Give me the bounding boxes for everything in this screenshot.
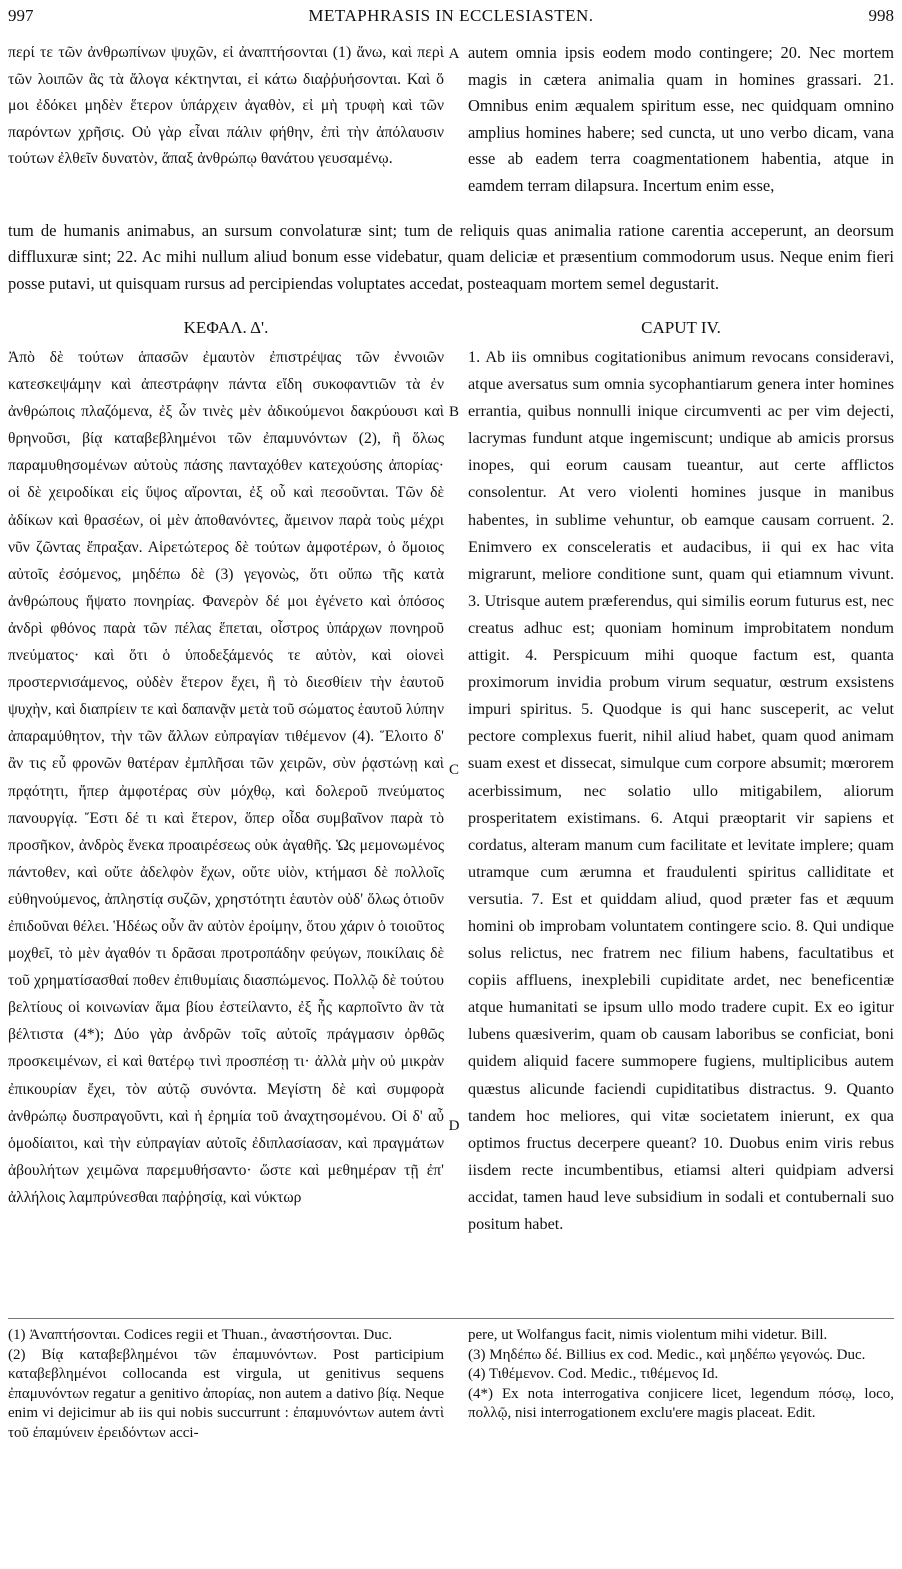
- footnote: (2) Βίᾳ καταβεβλημένοι τῶν ἐπαμυνόντων. Post participium καταβεβλημένοι collocanda est virgula, ut genitivus sequens ἐπαμυνόντων regatur a genitivo ἀπορίας, non autem a dativo βίᾳ. Neque enim vi dejicimur ab iis qui nobis succurrunt : ἐπαμυνόντων autem ἀντὶ τοῦ ἐπαμύνειν ἐρειδόντων acci-: [8, 1346, 444, 1441]
- margin-letter-c: C: [448, 762, 459, 778]
- margin-letter-b: B: [448, 404, 459, 420]
- chapter-heading-latin: CAPUT IV.: [641, 318, 721, 337]
- running-title: METAPHRASIS IN ECCLESIASTEN.: [308, 6, 594, 25]
- footnote: (3) Μηδέπω δέ. Billius ex cod. Medic., καὶ μηδέπω γεγονώς. Duc.: [468, 1346, 866, 1363]
- footnotes-right: [468, 1326, 894, 1562]
- footnote: pere, ut Wolfangus facit, nimis violentum mihi videtur. Bill.: [468, 1327, 828, 1343]
- running-header: [8, 6, 894, 32]
- footnote: (4) Τιθέμενον. Cod. Medic., τιθέμενος Id.: [468, 1366, 719, 1383]
- latin-text-top: autem omnia ipsis eodem modo contingere; 20. Nec mortem magis in cætera animalia quam in homines grassari. 21. Omnibus enim æqualem spiritum esse, nec quidquam omnino amplius homines habere; sed cuncta, ut uno verbo dicam, vana esse ab eadem terra coagmentationem habentia, atque in eamdem terram dilapsura. Incertum enim esse,: [468, 43, 894, 195]
- latin-text-full-width: tum de humanis animabus, an sursum convolaturæ sint; tum de reliquis quas animalia ratione carentia acceperunt, an deorsum diffluxuræ sint; 22. Ac mihi nullum aliud bonum esse videbatur, quam deliciæ et præsentium commodorum usus. Neque enim fieri posse putavi, ut quisquam rursus ad percipiendas voluptates accedat, posteaquam mortem semel degustarit.: [8, 221, 894, 293]
- greek-text-body: Ἀπὸ δὲ τούτων ἁπασῶν ἐμαυτὸν ἐπιστρέψας τῶν ἐννοιῶν κατεσκεψάμην καὶ ἀπεστράφην πάντα εἴδη συκοφαντιῶν τὰ ἐν ἀνθρώποις πλαζόμενα, ἐξ ὧν τινὲς μὲν ἀδικούμενοι δακρύουσι καὶ θρηνοῦσι, βίᾳ καταβεβλημένοι τῶν ἐπαμυνόντων (2), ἢ ὅλως παραμυθησομένων αὐτοὺς πάσης πανταχόθεν κατεχούσης ἀπορίας· οἱ δὲ χειροδίκαι εἰς ὕψος αἴρονται, ἐξ οὗ καὶ πεσοῦνται. Τῶν δὲ ἀδίκων καὶ θρασέων, οἱ μὲν ἀποθανόντες, ἄμεινον παρὰ τοὺς μέχρι νῦν ζῶντας ἔπραξαν. Αἱρετώτερος δὲ τούτων ἀμφοτέρων, ὁ ὅμοιος αὐτοῖς ἐσόμενος, μηδέπω δὲ (3) γεγονὼς, ὅτι οὔπω τῆς κατὰ ἀνθρώπους ἥψατο πονηρίας. Φανερὸν δέ μοι ἐγένετο καὶ ὁπόσος ἀνδρὶ φθόνος παρὰ τῶν πέλας ἕπεται, οἶστρος ὑπάρχων πονηροῦ πνεύματος· καὶ ὅτι ὁ ὑποδεξάμενός τε αὐτὸν, καὶ οἱονεὶ προστερνισάμενος, οὐδὲν ἕτερον ἔχει, ἢ τὸ διεσθίειν τὴν ἑαυτοῦ ψυχὴν, καὶ διαπρίειν τε καὶ δαπανᾷν μετὰ τοῦ σώματος ἑαυτοῦ λύπην ἀπαραμύθητον, τὴν τῶν ἄλλων εὐπραγίαν τιθέμενον (4). Ἕλοιτο δ' ἂν τις εὖ φρονῶν θατέραν ἐμπλῆσαι τῶν χειρῶν, σὺν ῥᾳστώνῃ καὶ πρᾳότητι, ἤπερ ἀμφοτέρας σὺν μόχθῳ, καὶ δολεροῦ πνεύματος πανουργίᾳ. Ἔστι δέ τι καὶ ἕτερον, ὅπερ οἶδα συμβαῖνον παρὰ τὸ προσῆκον, ἀνδρὸς ἕνεκα προαιρέσεως οὐκ ἀγαθῆς. Ὡς μεμονωμένος πάντοθεν, καὶ οὔτε ἀδελφὸν ἔχων, οὔτε υἱὸν, κτήμασι δὲ πολλοῖς εὐθηνούμενος, ἀπληστίᾳ συζῶν, χρηστότητι ἑαυτὸν οὐδ' ὅλως ὁτιοῦν ἐπιδοῦναι θέλει. Ἡδέως οὖν ἂν αὐτὸν ἐροίμην, ὅτου χάριν ὁ τοιοῦτος μοχθεῖ, τὸ μὲν ἀγαθόν τι δρᾶσαι προτροπάδην φεύγων, ποικίλαις δὲ τοῦ χρηματίσασθαί ποθεν ἐπιθυμίαις διασπώμενος. Πολλῷ δὲ τούτου βελτίους οἱ κοινωνίαν ἅμα βίου ἐστείλαντο, ἐξ ἧς καρποῖντο ἂν τὰ βέλτιστα (4*); Δύο γὰρ ἀνδρῶν τοῖς αὐτοῖς πράγμασιν ὀρθῶς προσκειμένων, εἰ καὶ θατέρῳ τινὶ προσπέσῃ τι· ἀλλὰ μὴν οὐ μικρὰν ἐπικουρίαν ἔχει, τὸν αὐτῷ συνόντα. Μεγίστη δὲ καὶ συμφορὰ ἀνθρώπῳ δυσπραγοῦντι, καὶ ἡ ἐρημία τοῦ ἀναχτησομένου. Οἱ δ' αὖ ὁμοδίαιτοι, καὶ τὴν εὐπραγίαν αὐτοῖς ἐδιπλασίασαν, καὶ πραγμάτων ἀβουλήτων χειμῶνα παρεμυθήσαντο· ὥστε καὶ μεθημέραν τῇ ἐπ' ἀλλήλοις λαμπρύνεσθαι παῤῥησίᾳ, καὶ νύκτωρ: [8, 349, 444, 1206]
- footnote: (4*) Ex nota interrogativa conjicere licet, legendum πόσῳ, loco, πολλῷ, nisi interrogationem exclu'ere magis placeat. Edit.: [468, 1385, 894, 1422]
- footnote-divider: [8, 1318, 894, 1319]
- greek-text-top: περί τε τῶν ἀνθρωπίνων ψυχῶν, εἰ ἀναπτήσονται (1) ἄνω, καὶ περὶ τῶν λοιπῶν ἃς τὰ ἄλογα κέκτηνται, εἰ κάτω διαῤῥυήσονται. Καὶ ὅ μοι ἐδόκει μηδὲν ἕτερον ὑπάρχειν ἀγαθὸν, εἰ μὴ τρυφὴ καὶ τῶν παρόντων χρῆσις. Οὐ γὰρ εἶναι πάλιν φήθην, ἐπὶ τὴν ἀπόλαυσιν τούτων ἐλθεῖν δυνατὸν, ἅπαξ ἀνθρώπῳ θανάτου γευσαμένῳ.: [8, 44, 444, 167]
- page-number-right: 998: [868, 6, 894, 25]
- chapter-heading-greek: ΚΕΦΑΛ. Δ'.: [183, 318, 269, 337]
- footnotes-left: [8, 1326, 444, 1562]
- latin-text-body: 1. Ab iis omnibus cogitationibus animum revocans consideravi, atque aversatus sum omnia sycophantiarum genera inter homines errantia, quibus nonnulli inique circumventi ac per vim dejecti, lacrymas fundunt atque ingemiscunt; undique ab amicis prorsus inopes, qui eorum causam tueantur, aut certe afflictos consolentur. At vero violenti homines jusque in manibus habentes, in sublime vehuntur, ob eamque causam corruent. 2. Enimvero ex consceleratis et audacibus, ii qui ex hac vita migrarunt, meliore conditione sunt, quam qui etiamnum vivunt. 3. Utrisque autem præferendus, qui similis eorum futurus est, nec creatus adhuc est; quoniam hominum improbitatem nondum attigit. 4. Perspicuum mihi quoque factum est, quanta proximorum invidia probum virum sequatur, œstrum exsistens impuri spiritus. 5. Quodque is qui hanc susceperit, ac velut pectore complexus fuerit, nihil aliud habet, quam quod animam suam exest et dissecat, simulque cum corpore absumit; mœrorem acerbissimum, nec solatio ullo mitigabilem, aliorum prosperitatem existimans. 6. Atqui præoptarit vir sapiens et cordatus, alteram manum cum facilitate et levitate implere; quam utramque cum ærumna et fraudulenti spiritus calliditate et versutia. 7. Est et quiddam aliud, quod præter fas et æquum homini ob improbam voluntatem contingere scio. 8. Qui undique solus relictus, nec fratrem nec filium habens, facultatibus et copiis affluens, inexplebili cupiditate ardet, nec beneficentiæ atque humanitati se ipsum ullo modo tradere cupit. Ex eo igitur lubens quæsiverim, quam ob causam laboribus se conficiat, boni quidem aliquid facere summopere fugiens, multiplicibus autem quæstus alicunde faciendi cupiditatibus distractus. 9. Quanto tandem hoc meliores, qui vitæ societatem inierunt, ex qua optimos fructus decerpere queant? 10. Duobus enim viris rebus iisdem recte incumbentibus, etiamsi alteri quidpiam adversi accidat, tamen haud leve subsidium in sodali et contubernali suo positum habet.: [468, 348, 894, 1233]
- margin-letter-d: D: [448, 1118, 460, 1134]
- footnote: (1) Ἀναπτήσονται. Codices regii et Thuan., ἀναστήσονται. Duc.: [8, 1327, 393, 1343]
- page-number-left: 997: [8, 6, 34, 25]
- margin-letter-a: A: [448, 46, 460, 62]
